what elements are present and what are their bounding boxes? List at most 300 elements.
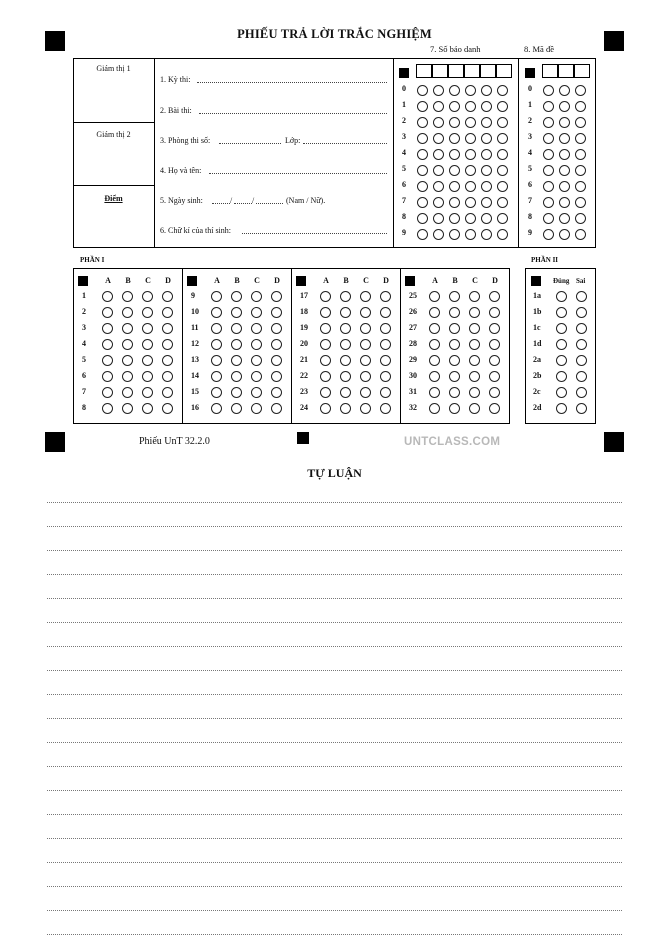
answer-bubble[interactable] <box>231 339 242 350</box>
id-bubble[interactable] <box>417 213 428 224</box>
answer-bubble[interactable] <box>211 387 222 398</box>
id-bubble[interactable] <box>465 101 476 112</box>
code-bubble[interactable] <box>543 149 554 160</box>
essay-line[interactable] <box>47 526 622 527</box>
false-bubble[interactable] <box>576 323 587 334</box>
answer-bubble[interactable] <box>271 371 282 382</box>
answer-bubble[interactable] <box>380 387 391 398</box>
question-number: 30 <box>409 371 417 380</box>
statement-label: 2a <box>533 355 541 364</box>
answer-bubble[interactable] <box>162 355 173 366</box>
answer-bubble[interactable] <box>251 371 262 382</box>
id-bubble[interactable] <box>481 149 492 160</box>
answer-bubble[interactable] <box>142 323 153 334</box>
answer-bubble[interactable] <box>360 403 371 414</box>
id-bubble[interactable] <box>465 165 476 176</box>
answer-bubble[interactable] <box>380 291 391 302</box>
answer-bubble[interactable] <box>340 355 351 366</box>
option-header: A <box>323 276 329 285</box>
code-bubble[interactable] <box>559 165 570 176</box>
answer-bubble[interactable] <box>211 355 222 366</box>
answer-bubble[interactable] <box>142 403 153 414</box>
id-bubble[interactable] <box>433 133 444 144</box>
essay-line[interactable] <box>47 646 622 647</box>
code-bubble[interactable] <box>559 117 570 128</box>
statement-label: 1b <box>533 307 542 316</box>
true-bubble[interactable] <box>556 403 567 414</box>
answer-bubble[interactable] <box>320 387 331 398</box>
name-label: 4. Họ và tên: <box>160 166 202 175</box>
page-title: PHIẾU TRẢ LỜI TRẮC NGHIỆM <box>237 27 432 41</box>
answer-bubble[interactable] <box>231 387 242 398</box>
id-bubble[interactable] <box>417 197 428 208</box>
answer-bubble[interactable] <box>360 355 371 366</box>
class-field[interactable] <box>303 143 387 144</box>
dob-day-field[interactable] <box>212 203 230 204</box>
answer-bubble[interactable] <box>489 387 500 398</box>
code-digit-label: 6 <box>528 180 532 189</box>
id-bubble[interactable] <box>417 149 428 160</box>
id-bubble[interactable] <box>449 117 460 128</box>
option-header: A <box>214 276 220 285</box>
answer-bubble[interactable] <box>271 291 282 302</box>
answer-bubble[interactable] <box>469 371 480 382</box>
code-bubble[interactable] <box>543 165 554 176</box>
answer-bubble[interactable] <box>469 323 480 334</box>
id-bubble[interactable] <box>497 229 508 240</box>
id-bubble[interactable] <box>465 133 476 144</box>
id-bubble[interactable] <box>417 117 428 128</box>
question-number: 22 <box>300 371 308 380</box>
essay-line[interactable] <box>47 574 622 575</box>
answer-bubble[interactable] <box>340 403 351 414</box>
answer-bubble[interactable] <box>429 323 440 334</box>
essay-line[interactable] <box>47 934 622 935</box>
answer-bubble[interactable] <box>142 371 153 382</box>
part1-block-anchor <box>78 276 88 286</box>
answer-bubble[interactable] <box>380 323 391 334</box>
answer-bubble[interactable] <box>449 387 460 398</box>
room-field[interactable] <box>219 143 281 144</box>
id-bubble[interactable] <box>465 149 476 160</box>
id-bubble[interactable] <box>449 213 460 224</box>
code-bubble[interactable] <box>575 133 586 144</box>
answer-bubble[interactable] <box>469 387 480 398</box>
essay-line[interactable] <box>47 766 622 767</box>
code-bubble[interactable] <box>559 149 570 160</box>
id-bubble[interactable] <box>417 85 428 96</box>
essay-line[interactable] <box>47 622 622 623</box>
answer-bubble[interactable] <box>320 307 331 318</box>
id-digit-label: 5 <box>402 164 406 173</box>
false-bubble[interactable] <box>576 291 587 302</box>
true-bubble[interactable] <box>556 291 567 302</box>
id-bubble[interactable] <box>433 213 444 224</box>
true-bubble[interactable] <box>556 355 567 366</box>
alignment-marker-bottom-right <box>604 432 624 452</box>
false-bubble[interactable] <box>576 339 587 350</box>
true-bubble[interactable] <box>556 307 567 318</box>
code-bubble[interactable] <box>543 181 554 192</box>
code-bubble[interactable] <box>575 181 586 192</box>
answer-bubble[interactable] <box>122 387 133 398</box>
answer-bubble[interactable] <box>340 307 351 318</box>
signature-field[interactable] <box>242 233 387 234</box>
id-bubble[interactable] <box>497 181 508 192</box>
answer-bubble[interactable] <box>251 355 262 366</box>
answer-bubble[interactable] <box>449 323 460 334</box>
answer-bubble[interactable] <box>231 355 242 366</box>
answer-bubble[interactable] <box>122 323 133 334</box>
answer-bubble[interactable] <box>142 387 153 398</box>
code-bubble[interactable] <box>543 117 554 128</box>
answer-bubble[interactable] <box>162 387 173 398</box>
essay-line[interactable] <box>47 694 622 695</box>
id-bubble[interactable] <box>465 213 476 224</box>
code-bubble[interactable] <box>559 213 570 224</box>
watermark-text: UNTCLASS.COM <box>404 436 501 448</box>
true-bubble[interactable] <box>556 371 567 382</box>
id-bubble[interactable] <box>481 85 492 96</box>
code-bubble[interactable] <box>543 197 554 208</box>
id-bubble[interactable] <box>497 117 508 128</box>
essay-line[interactable] <box>47 550 622 551</box>
answer-bubble[interactable] <box>162 403 173 414</box>
code-bubble[interactable] <box>575 101 586 112</box>
id-bubble[interactable] <box>449 229 460 240</box>
answer-bubble[interactable] <box>380 307 391 318</box>
answer-bubble[interactable] <box>231 307 242 318</box>
exam-field[interactable] <box>197 82 387 83</box>
answer-bubble[interactable] <box>489 403 500 414</box>
answer-bubble[interactable] <box>449 355 460 366</box>
answer-bubble[interactable] <box>320 339 331 350</box>
id-bubble[interactable] <box>417 101 428 112</box>
answer-bubble[interactable] <box>211 323 222 334</box>
code-bubble[interactable] <box>543 229 554 240</box>
answer-bubble[interactable] <box>429 291 440 302</box>
answer-bubble[interactable] <box>122 339 133 350</box>
answer-bubble[interactable] <box>122 307 133 318</box>
answer-bubble[interactable] <box>271 387 282 398</box>
id-digit-box[interactable] <box>416 64 432 78</box>
option-header: A <box>105 276 111 285</box>
answer-bubble[interactable] <box>162 307 173 318</box>
answer-bubble[interactable] <box>211 291 222 302</box>
id-bubble[interactable] <box>465 85 476 96</box>
id-bubble[interactable] <box>433 181 444 192</box>
answer-bubble[interactable] <box>340 339 351 350</box>
answer-bubble[interactable] <box>102 403 113 414</box>
true-bubble[interactable] <box>556 339 567 350</box>
id-digit-box[interactable] <box>464 64 480 78</box>
answer-bubble[interactable] <box>102 339 113 350</box>
answer-bubble[interactable] <box>360 387 371 398</box>
answer-bubble[interactable] <box>271 403 282 414</box>
answer-bubble[interactable] <box>320 355 331 366</box>
code-bubble[interactable] <box>559 181 570 192</box>
answer-bubble[interactable] <box>211 371 222 382</box>
answer-bubble[interactable] <box>142 307 153 318</box>
id-bubble[interactable] <box>481 197 492 208</box>
answer-bubble[interactable] <box>489 355 500 366</box>
id-bubble[interactable] <box>481 229 492 240</box>
id-bubble[interactable] <box>449 181 460 192</box>
part1-block-anchor <box>296 276 306 286</box>
essay-line[interactable] <box>47 598 622 599</box>
question-number: 10 <box>191 307 199 316</box>
answer-bubble[interactable] <box>102 291 113 302</box>
answer-bubble[interactable] <box>360 339 371 350</box>
answer-bubble[interactable] <box>102 323 113 334</box>
answer-bubble[interactable] <box>360 323 371 334</box>
answer-bubble[interactable] <box>231 323 242 334</box>
id-bubble[interactable] <box>433 197 444 208</box>
answer-bubble[interactable] <box>469 355 480 366</box>
code-bubble[interactable] <box>575 213 586 224</box>
answer-bubble[interactable] <box>102 355 113 366</box>
essay-line[interactable] <box>47 814 622 815</box>
true-bubble[interactable] <box>556 323 567 334</box>
code-bubble[interactable] <box>543 133 554 144</box>
question-number: 16 <box>191 403 199 412</box>
answer-bubble[interactable] <box>489 339 500 350</box>
code-digit-box[interactable] <box>574 64 590 78</box>
code-bubble[interactable] <box>559 101 570 112</box>
code-bubble[interactable] <box>575 149 586 160</box>
answer-bubble[interactable] <box>429 403 440 414</box>
id-bubble[interactable] <box>465 229 476 240</box>
id-bubble[interactable] <box>433 117 444 128</box>
answer-bubble[interactable] <box>122 355 133 366</box>
answer-bubble[interactable] <box>211 307 222 318</box>
id-bubble[interactable] <box>481 133 492 144</box>
code-digit-label: 9 <box>528 228 532 237</box>
code-bubble[interactable] <box>575 165 586 176</box>
essay-line[interactable] <box>47 502 622 503</box>
id-bubble[interactable] <box>433 85 444 96</box>
answer-bubble[interactable] <box>320 323 331 334</box>
false-bubble[interactable] <box>576 307 587 318</box>
id-bubble[interactable] <box>449 165 460 176</box>
id-bubble[interactable] <box>417 229 428 240</box>
essay-line[interactable] <box>47 718 622 719</box>
answer-bubble[interactable] <box>162 339 173 350</box>
question-number: 13 <box>191 355 199 364</box>
answer-bubble[interactable] <box>360 371 371 382</box>
answer-bubble[interactable] <box>162 291 173 302</box>
answer-bubble[interactable] <box>380 371 391 382</box>
answer-bubble[interactable] <box>271 355 282 366</box>
answer-bubble[interactable] <box>122 291 133 302</box>
id-bubble[interactable] <box>433 149 444 160</box>
id-bubble[interactable] <box>433 165 444 176</box>
answer-bubble[interactable] <box>162 323 173 334</box>
id-bubble[interactable] <box>465 197 476 208</box>
answer-bubble[interactable] <box>340 387 351 398</box>
id-bubble[interactable] <box>433 101 444 112</box>
answer-bubble[interactable] <box>489 291 500 302</box>
answer-bubble[interactable] <box>231 403 242 414</box>
id-bubble[interactable] <box>449 85 460 96</box>
answer-bubble[interactable] <box>489 371 500 382</box>
id-bubble[interactable] <box>481 117 492 128</box>
id-bubble[interactable] <box>449 101 460 112</box>
essay-line[interactable] <box>47 910 622 911</box>
essay-line[interactable] <box>47 862 622 863</box>
code-bubble[interactable] <box>543 85 554 96</box>
answer-bubble[interactable] <box>142 355 153 366</box>
essay-line[interactable] <box>47 886 622 887</box>
id-bubble[interactable] <box>417 133 428 144</box>
code-digit-box[interactable] <box>558 64 574 78</box>
answer-bubble[interactable] <box>449 339 460 350</box>
id-bubble[interactable] <box>497 101 508 112</box>
id-bubble[interactable] <box>497 197 508 208</box>
id-bubble[interactable] <box>449 133 460 144</box>
answer-bubble[interactable] <box>271 307 282 318</box>
name-field[interactable] <box>209 173 387 174</box>
answer-bubble[interactable] <box>449 403 460 414</box>
answer-bubble[interactable] <box>449 307 460 318</box>
answer-bubble[interactable] <box>489 307 500 318</box>
question-number: 7 <box>82 387 86 396</box>
answer-bubble[interactable] <box>469 307 480 318</box>
answer-bubble[interactable] <box>122 403 133 414</box>
option-header: C <box>472 276 478 285</box>
essay-line[interactable] <box>47 670 622 671</box>
supervisor1-label: Giám thị 1 <box>96 64 131 73</box>
id-bubble[interactable] <box>497 133 508 144</box>
answer-bubble[interactable] <box>251 387 262 398</box>
answer-bubble[interactable] <box>320 371 331 382</box>
code-bubble[interactable] <box>559 85 570 96</box>
answer-bubble[interactable] <box>142 291 153 302</box>
code-bubble[interactable] <box>575 229 586 240</box>
dob-year-field[interactable] <box>256 203 283 204</box>
answer-bubble[interactable] <box>340 371 351 382</box>
answer-bubble[interactable] <box>251 323 262 334</box>
id-bubble[interactable] <box>465 117 476 128</box>
answer-bubble[interactable] <box>211 339 222 350</box>
id-bubble[interactable] <box>465 181 476 192</box>
id-bubble[interactable] <box>433 229 444 240</box>
code-bubble[interactable] <box>575 85 586 96</box>
id-bubble[interactable] <box>497 213 508 224</box>
answer-bubble[interactable] <box>251 403 262 414</box>
id-bubble[interactable] <box>497 85 508 96</box>
answer-bubble[interactable] <box>271 323 282 334</box>
answer-bubble[interactable] <box>429 307 440 318</box>
essay-line[interactable] <box>47 790 622 791</box>
id-bubble[interactable] <box>481 101 492 112</box>
question-number: 2 <box>82 307 86 316</box>
dob-month-field[interactable] <box>234 203 252 204</box>
answer-bubble[interactable] <box>429 339 440 350</box>
id-digit-label: 7 <box>402 196 406 205</box>
id-bubble[interactable] <box>417 165 428 176</box>
statement-label: 1a <box>533 291 541 300</box>
answer-bubble[interactable] <box>122 371 133 382</box>
answer-bubble[interactable] <box>162 371 173 382</box>
question-number: 17 <box>300 291 308 300</box>
true-bubble[interactable] <box>556 387 567 398</box>
code-bubble[interactable] <box>559 133 570 144</box>
answer-bubble[interactable] <box>320 291 331 302</box>
answer-bubble[interactable] <box>251 291 262 302</box>
answer-bubble[interactable] <box>102 387 113 398</box>
answer-bubble[interactable] <box>251 339 262 350</box>
answer-bubble[interactable] <box>429 387 440 398</box>
false-bubble[interactable] <box>576 371 587 382</box>
id-bubble[interactable] <box>497 165 508 176</box>
option-header: D <box>383 276 389 285</box>
false-bubble[interactable] <box>576 387 587 398</box>
false-bubble[interactable] <box>576 403 587 414</box>
id-digit-box[interactable] <box>496 64 512 78</box>
answer-bubble[interactable] <box>211 403 222 414</box>
answer-bubble[interactable] <box>380 355 391 366</box>
id-bubble[interactable] <box>481 165 492 176</box>
id-bubble[interactable] <box>449 197 460 208</box>
id-digit-box[interactable] <box>432 64 448 78</box>
answer-bubble[interactable] <box>380 339 391 350</box>
id-bubble[interactable] <box>449 149 460 160</box>
answer-bubble[interactable] <box>469 403 480 414</box>
answer-bubble[interactable] <box>469 291 480 302</box>
false-bubble[interactable] <box>576 355 587 366</box>
answer-bubble[interactable] <box>360 307 371 318</box>
answer-bubble[interactable] <box>429 355 440 366</box>
id-digit-box[interactable] <box>448 64 464 78</box>
answer-bubble[interactable] <box>469 339 480 350</box>
id-bubble[interactable] <box>497 149 508 160</box>
id-bubble[interactable] <box>481 181 492 192</box>
answer-bubble[interactable] <box>360 291 371 302</box>
answer-bubble[interactable] <box>320 403 331 414</box>
answer-bubble[interactable] <box>489 323 500 334</box>
id-bubble[interactable] <box>417 181 428 192</box>
answer-bubble[interactable] <box>251 307 262 318</box>
essay-line[interactable] <box>47 742 622 743</box>
id-bubble[interactable] <box>481 213 492 224</box>
answer-bubble[interactable] <box>340 291 351 302</box>
code-bubble[interactable] <box>559 197 570 208</box>
code-bubble[interactable] <box>575 117 586 128</box>
code-bubble[interactable] <box>543 101 554 112</box>
question-number: 5 <box>82 355 86 364</box>
answer-bubble[interactable] <box>102 371 113 382</box>
answer-bubble[interactable] <box>380 403 391 414</box>
code-bubble[interactable] <box>559 229 570 240</box>
answer-bubble[interactable] <box>142 339 153 350</box>
answer-bubble[interactable] <box>449 371 460 382</box>
answer-bubble[interactable] <box>449 291 460 302</box>
essay-line[interactable] <box>47 838 622 839</box>
subject-field[interactable] <box>199 113 387 114</box>
id-digit-box[interactable] <box>480 64 496 78</box>
answer-bubble[interactable] <box>102 307 113 318</box>
answer-bubble[interactable] <box>231 371 242 382</box>
answer-bubble[interactable] <box>340 323 351 334</box>
code-bubble[interactable] <box>543 213 554 224</box>
answer-bubble[interactable] <box>271 339 282 350</box>
code-bubble[interactable] <box>575 197 586 208</box>
part1-block-anchor <box>405 276 415 286</box>
answer-bubble[interactable] <box>231 291 242 302</box>
answer-bubble[interactable] <box>429 371 440 382</box>
code-digit-box[interactable] <box>542 64 558 78</box>
